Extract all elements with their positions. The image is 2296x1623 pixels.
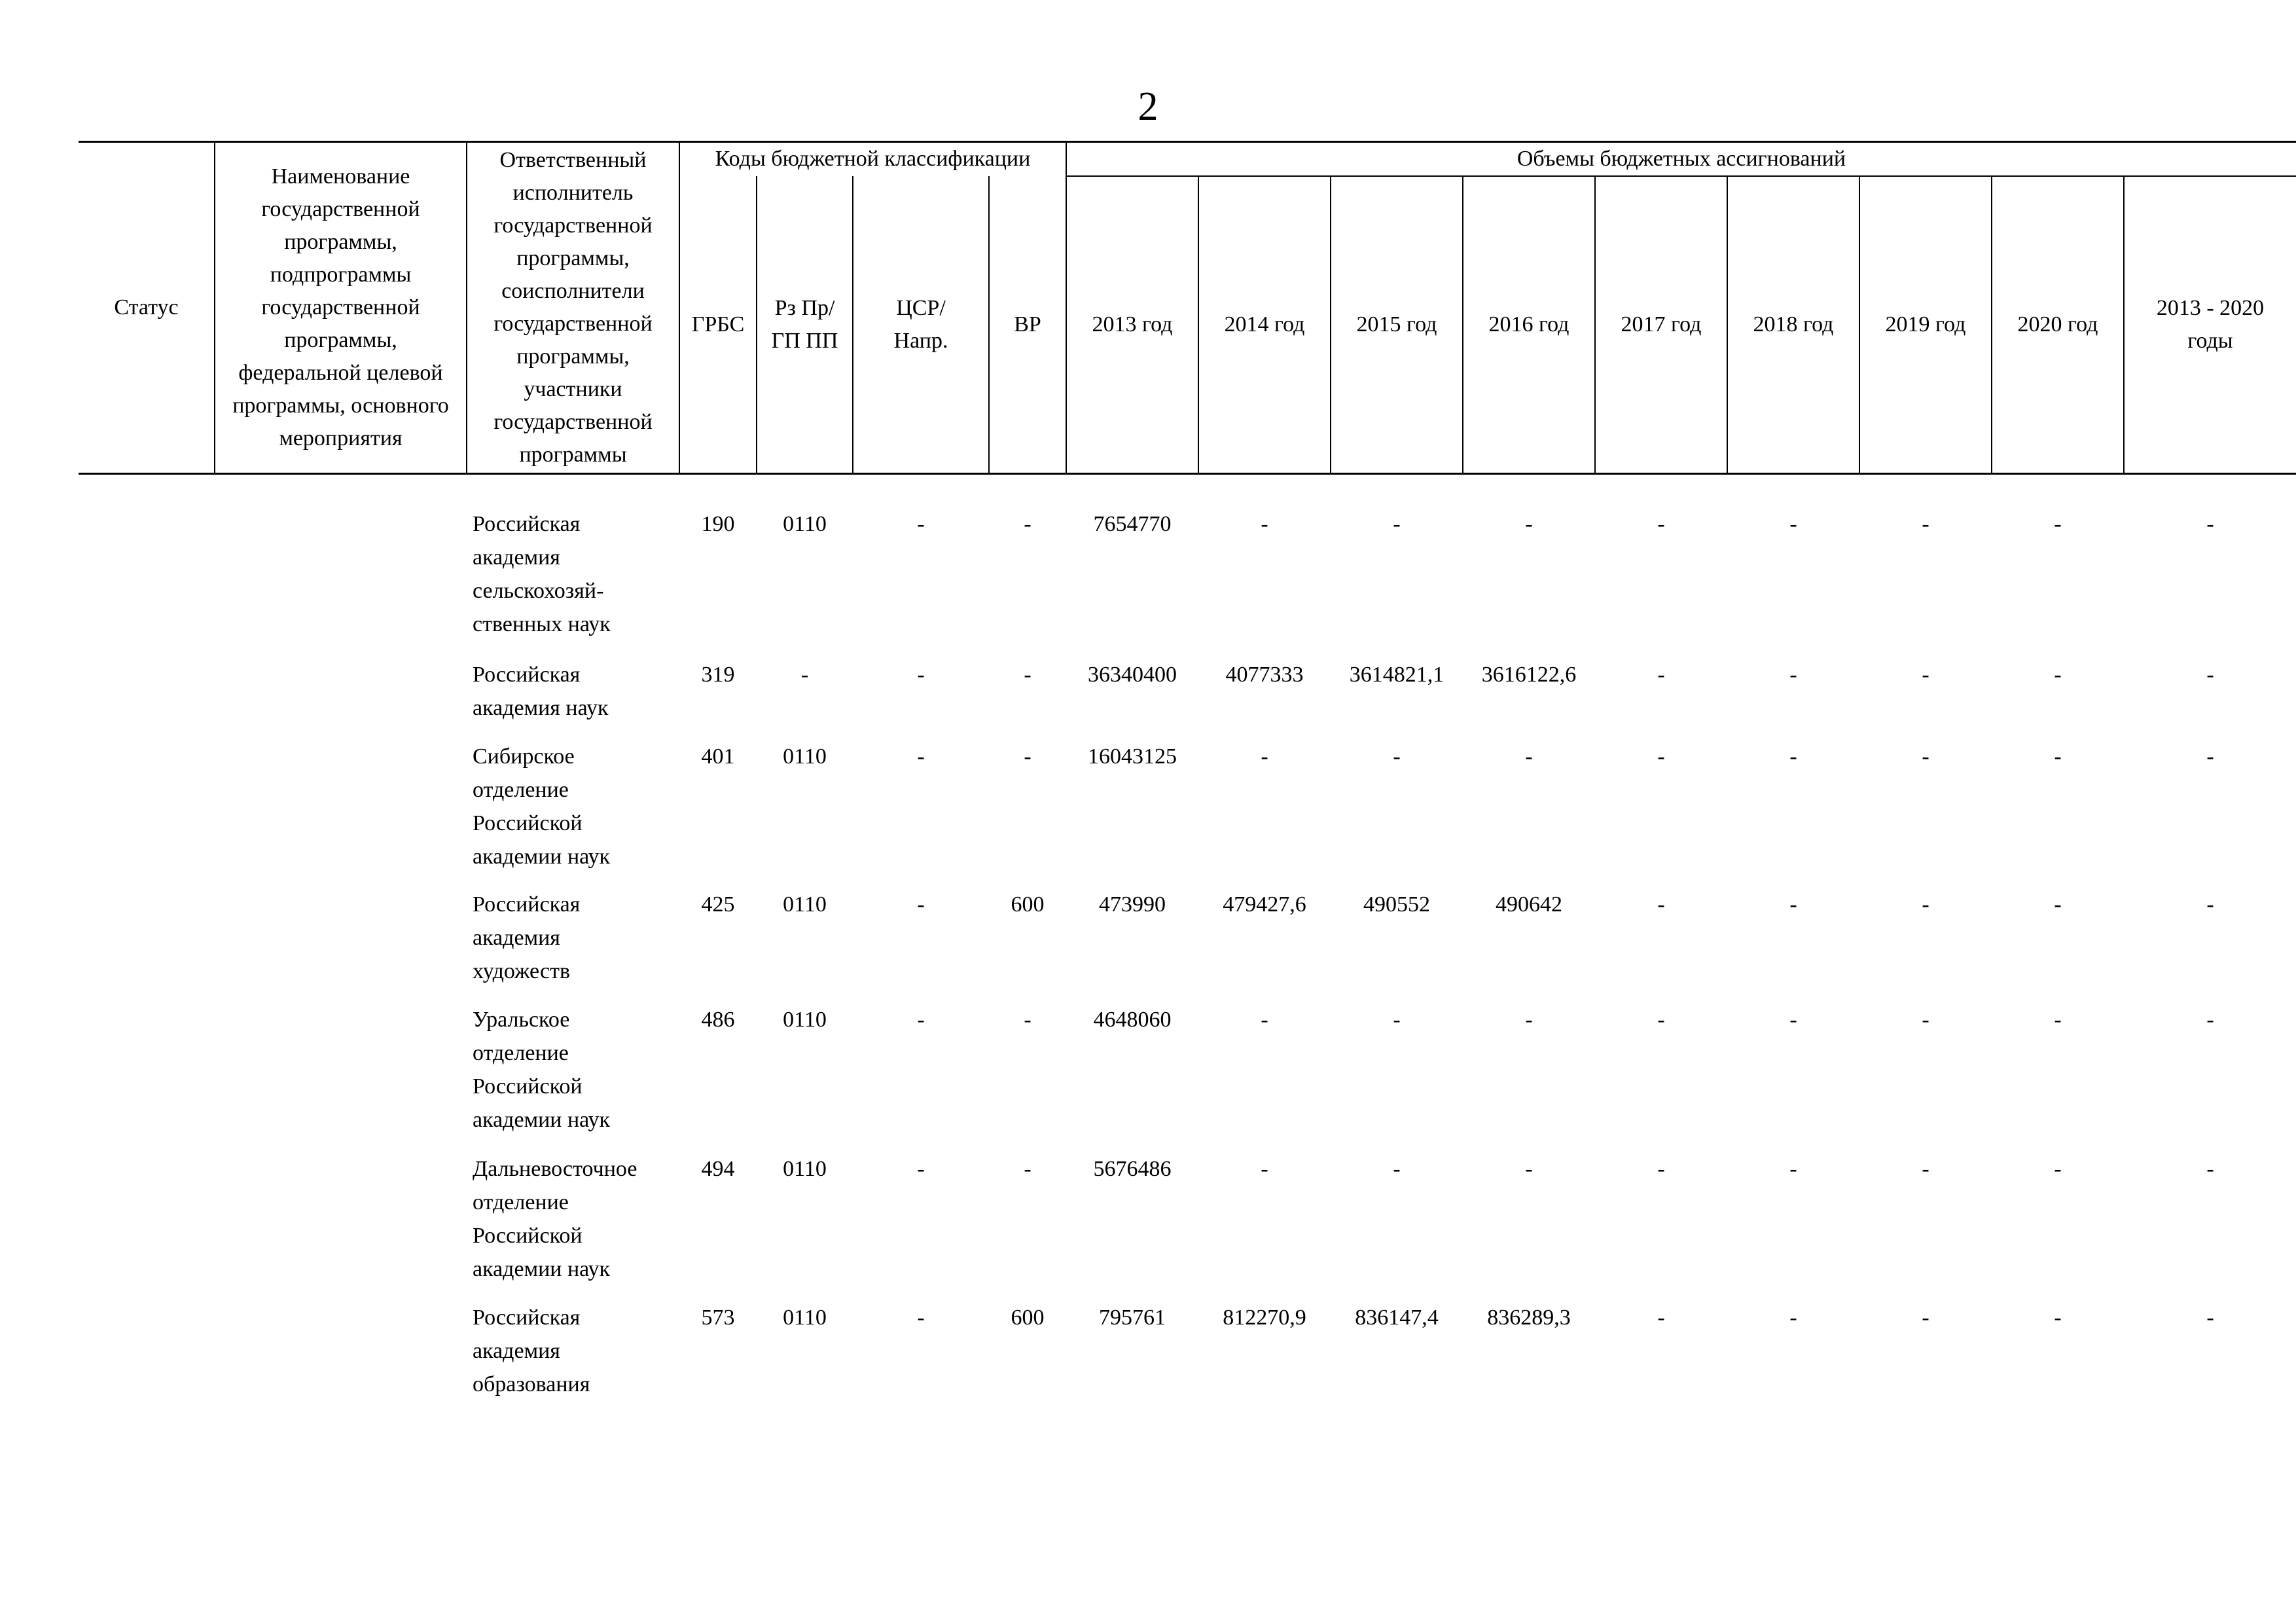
allocation-2013: 473990 <box>1099 892 1166 917</box>
participant-name: Российская академия образования <box>473 1305 590 1396</box>
allocation-2015: - <box>1393 512 1401 536</box>
allocation-2018: - <box>1789 1305 1797 1330</box>
header-allocations: Объемы бюджетных ассигнований <box>1516 147 1846 171</box>
rzpr-code: 0110 <box>783 1157 827 1181</box>
allocation-2013: 5676486 <box>1093 1157 1172 1181</box>
header-year-2014: 2014 год <box>1224 312 1305 337</box>
grbs-code: 190 <box>701 512 735 536</box>
allocation-total: - <box>2206 892 2214 917</box>
allocation-2020: - <box>2054 744 2062 769</box>
allocation-2016: 3616122,6 <box>1481 663 1577 687</box>
allocation-total: - <box>2206 1157 2214 1181</box>
allocation-2016: 490642 <box>1496 892 1562 917</box>
allocation-2014: - <box>1261 1008 1268 1032</box>
allocation-2014: 4077333 <box>1225 663 1304 687</box>
allocation-2013: 4648060 <box>1093 1008 1172 1032</box>
header-year-2016: 2016 год <box>1488 312 1570 337</box>
allocation-2019: - <box>1922 512 1929 536</box>
csr-code: - <box>917 1008 925 1032</box>
header-csr: ЦСР/ Напр. <box>893 296 948 353</box>
allocation-2020: - <box>2054 512 2062 536</box>
allocation-2017: - <box>1657 1008 1665 1032</box>
rzpr-code: 0110 <box>783 744 827 769</box>
header-program-name: Наименование государственной программы, подпрограммы государственной программы, федеральной целевой программы, основного мероприятия <box>232 164 449 450</box>
allocation-2018: - <box>1789 744 1797 769</box>
allocation-total: - <box>2206 663 2214 687</box>
participant-name: Уральское отделение Российской академии наук <box>473 1008 611 1132</box>
header-year-2015: 2015 год <box>1356 312 1437 337</box>
rzpr-code: 0110 <box>783 892 827 917</box>
participant-name: Сибирское отделение Российской академии наук <box>473 744 611 869</box>
allocation-2017: - <box>1657 744 1665 769</box>
allocation-2020: - <box>2054 1008 2062 1032</box>
allocation-2018: - <box>1789 1157 1797 1181</box>
allocation-2019: - <box>1922 744 1929 769</box>
allocation-2017: - <box>1657 1305 1665 1330</box>
allocation-2017: - <box>1657 663 1665 687</box>
grbs-code: 401 <box>701 744 735 769</box>
allocation-2015: 3614821,1 <box>1349 663 1444 687</box>
participant-name: Российская академия наук <box>473 663 609 720</box>
allocation-2017: - <box>1657 1157 1665 1181</box>
header-rzpr: Рз Пр/ ГП ПП <box>771 296 838 353</box>
allocation-2018: - <box>1789 1008 1797 1032</box>
allocation-2014: - <box>1261 744 1268 769</box>
allocation-2016: - <box>1525 1157 1533 1181</box>
participant-name: Российская академия сельскохозяй- ственных наук <box>473 512 611 636</box>
vr-code: - <box>1024 744 1031 769</box>
header-status: Статус <box>114 295 179 319</box>
allocation-total: - <box>2206 512 2214 536</box>
allocation-2020: - <box>2054 663 2062 687</box>
allocation-2013: 16043125 <box>1088 744 1177 769</box>
allocation-2020: - <box>2054 1305 2062 1330</box>
allocation-2017: - <box>1657 512 1665 536</box>
header-year-2018: 2018 год <box>1753 312 1834 337</box>
allocation-total: - <box>2206 1008 2214 1032</box>
allocation-2017: - <box>1657 892 1665 917</box>
csr-code: - <box>917 663 925 687</box>
header-responsible: Ответственный исполнитель государственной программы, соисполнители государственной программы, участники государственной программы <box>493 148 653 467</box>
rzpr-code: - <box>800 663 809 687</box>
header-bottom-rule <box>79 473 2296 475</box>
allocation-2018: - <box>1789 512 1797 536</box>
grbs-code: 494 <box>701 1157 735 1181</box>
grbs-code: 573 <box>701 1305 735 1330</box>
rzpr-code: 0110 <box>783 1305 827 1330</box>
allocation-2019: - <box>1922 1157 1929 1181</box>
csr-code: - <box>917 1305 925 1330</box>
allocation-2016: - <box>1525 1008 1533 1032</box>
allocation-2015: - <box>1393 1157 1401 1181</box>
participant-name: Дальневосточное отделение Российской академии наук <box>473 1157 637 1281</box>
header-year-total: 2013 - 2020 годы <box>2156 296 2265 353</box>
allocation-2019: - <box>1922 1008 1929 1032</box>
page-number: 2 <box>1138 84 1158 129</box>
allocation-2013: 795761 <box>1099 1305 1166 1330</box>
allocation-2016: - <box>1525 512 1533 536</box>
csr-code: - <box>917 744 925 769</box>
vr-code: 600 <box>1011 892 1045 917</box>
vr-code: - <box>1024 1157 1031 1181</box>
vr-code: - <box>1024 512 1031 536</box>
header-year-2019: 2019 год <box>1885 312 1966 337</box>
allocation-2014: 479427,6 <box>1223 892 1306 917</box>
grbs-code: 486 <box>701 1008 735 1032</box>
allocation-2013: 36340400 <box>1088 663 1177 687</box>
allocation-2018: - <box>1789 663 1797 687</box>
allocation-2015: - <box>1393 744 1401 769</box>
rzpr-code: 0110 <box>783 512 827 536</box>
allocation-2014: 812270,9 <box>1223 1305 1306 1330</box>
header-budget-codes: Коды бюджетной классификации <box>715 147 1031 171</box>
allocation-total: - <box>2206 1305 2214 1330</box>
allocation-2015: - <box>1393 1008 1401 1032</box>
allocation-2020: - <box>2054 1157 2062 1181</box>
allocation-2014: - <box>1261 512 1268 536</box>
csr-code: - <box>917 1157 925 1181</box>
rzpr-code: 0110 <box>783 1008 827 1032</box>
allocation-2019: - <box>1922 1305 1929 1330</box>
allocation-2018: - <box>1789 892 1797 917</box>
header-year-2020: 2020 год <box>2017 312 2098 337</box>
vr-code: 600 <box>1011 1305 1045 1330</box>
allocation-2015: 836147,4 <box>1355 1305 1439 1330</box>
header-year-2017: 2017 год <box>1621 312 1702 337</box>
grbs-code: 425 <box>701 892 735 917</box>
header-year-2013: 2013 год <box>1092 312 1173 337</box>
allocation-2016: 836289,3 <box>1487 1305 1571 1330</box>
allocation-2016: - <box>1525 744 1533 769</box>
allocation-2015: 490552 <box>1363 892 1430 917</box>
allocation-2019: - <box>1922 892 1929 917</box>
allocation-total: - <box>2206 744 2214 769</box>
header-vr: ВР <box>1014 312 1041 337</box>
csr-code: - <box>917 512 925 536</box>
vr-code: - <box>1024 663 1031 687</box>
allocation-2019: - <box>1922 663 1929 687</box>
grbs-code: 319 <box>701 663 735 687</box>
participant-name: Российская академия художеств <box>473 892 581 983</box>
csr-code: - <box>917 892 925 917</box>
vr-code: - <box>1024 1008 1031 1032</box>
allocation-2013: 7654770 <box>1093 512 1172 536</box>
allocation-2014: - <box>1261 1157 1268 1181</box>
allocation-2020: - <box>2054 892 2062 917</box>
header-grbs: ГРБС <box>691 312 745 337</box>
